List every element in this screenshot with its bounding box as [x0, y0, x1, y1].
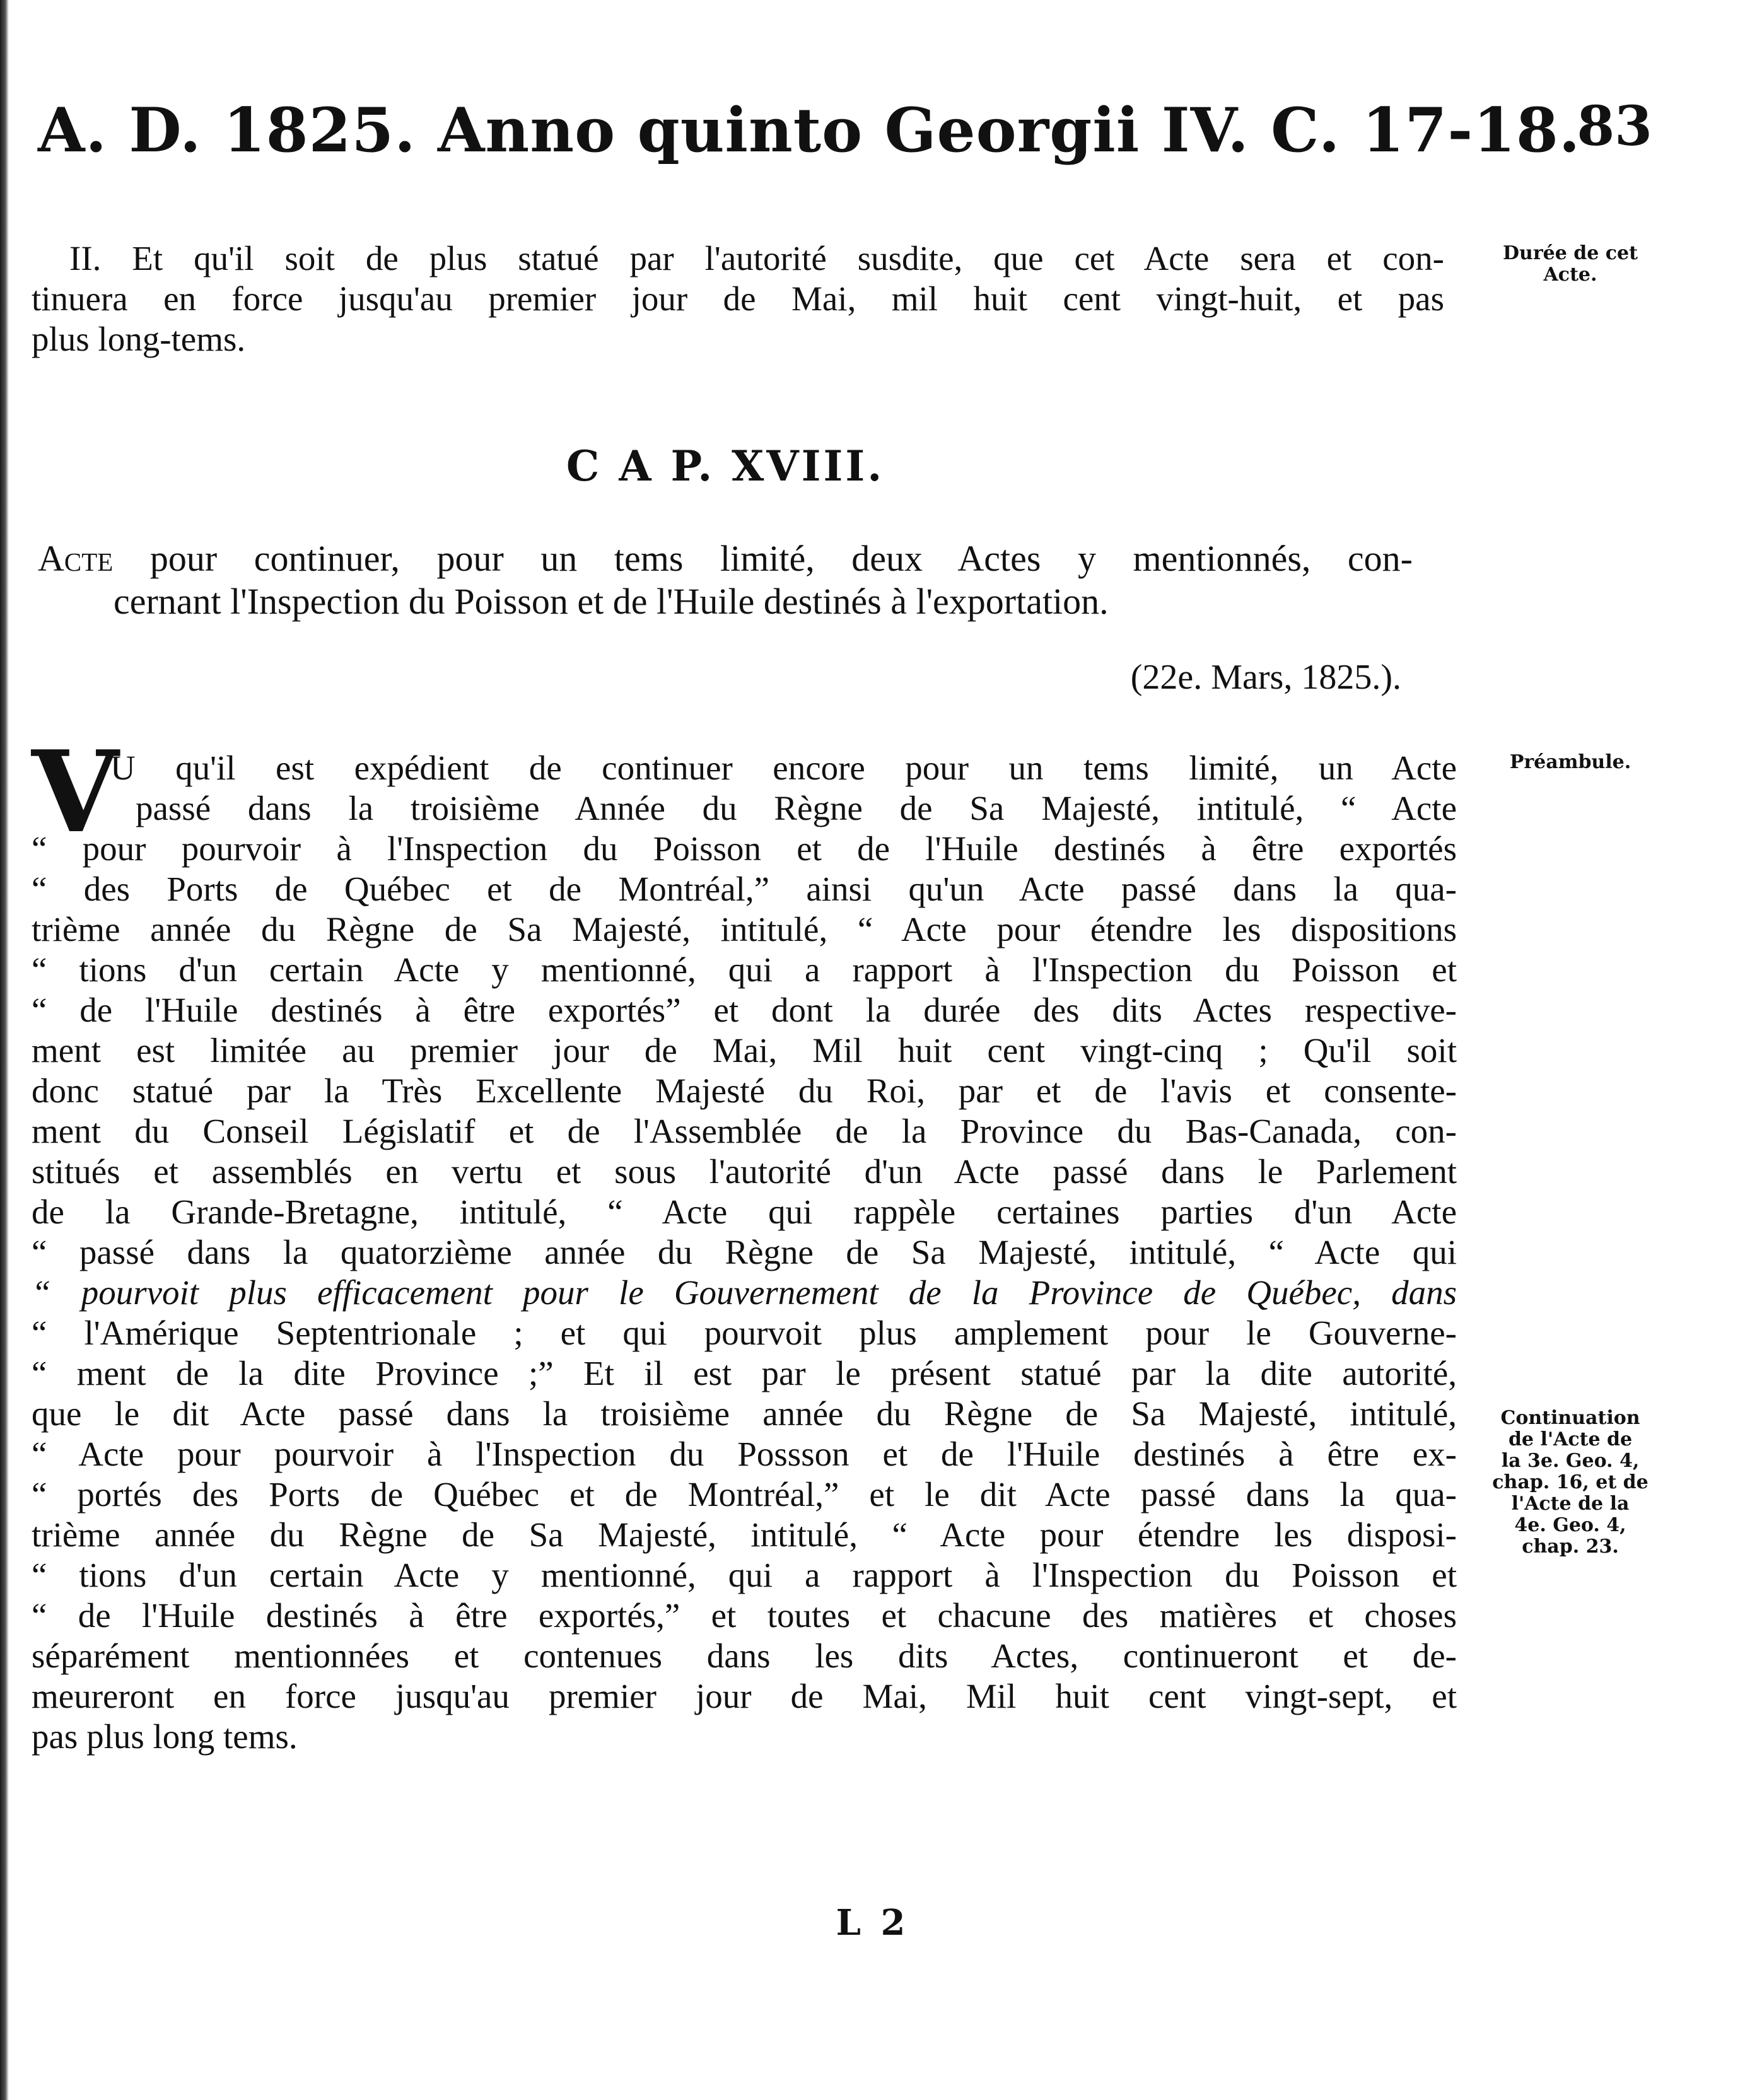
preamble-line: donc statué par la Très Excellente Majesté du Roi, par et de l'avis et consente- [32, 1071, 1457, 1110]
preamble-line: trième année du Règne de Sa Majesté, intitulé, “ Acte pour étendre les dispositions [32, 910, 1457, 948]
preamble-line: “ ment de la dite Province ;” Et il est par le présent statué par la dite autorité, [32, 1354, 1457, 1392]
continuation-note-line: chap. 23. [1522, 1536, 1619, 1558]
continuation-note-line: la 3e. Geo. 4, [1501, 1450, 1640, 1472]
continuation-note-line: de l'Acte de [1508, 1428, 1633, 1450]
header-title: A. D. 1825. Anno quinto Georgii IV. C. 17-18. [38, 95, 1581, 166]
preamble-line: de la Grande-Bretagne, intitulé, “ Acte qui rappèle certaines parties d'un Acte [32, 1193, 1457, 1231]
section-ii-line: tinuera en force jusqu'au premier jour de Mai, mil huit cent vingt-huit, et pas [32, 279, 1444, 318]
section-ii-line: II. Et qu'il soit de plus statué par l'autorité susdite, que cet Acte sera et con- [69, 239, 1444, 277]
signature-mark: L 2 [836, 1902, 909, 1944]
preamble-line: “ passé dans la quatorzième année du Règne de Sa Majesté, intitulé, “ Acte qui [32, 1233, 1457, 1271]
preamble-line: “ pour pourvoir à l'Inspection du Poisson et de l'Huile destinés à être exportés [32, 829, 1457, 868]
preamble-line: “ de l'Huile destinés à être exportés” et dont la durée des dits Actes respective- [32, 991, 1457, 1029]
margin-note-duree: Durée de cet Acte. [1503, 242, 1638, 286]
preamble-line: “ portés des Ports de Québec et de Montréal,” et le dit Acte passé dans la qua- [32, 1475, 1457, 1514]
act-title-word: Acte [38, 538, 114, 579]
section-ii-line: plus long-tems. [32, 320, 246, 358]
continuation-note-line: 4e. Geo. 4, [1514, 1514, 1626, 1536]
continuation-note-line: Continuation [1500, 1407, 1640, 1429]
act-title-line-2: cernant l'Inspection du Poisson et de l'Huile destinés à l'exportation. [114, 581, 1109, 622]
preamble-line: “ des Ports de Québec et de Montréal,” ainsi qu'un Acte passé dans la qua- [32, 870, 1457, 908]
preamble-line: que le dit Acte passé dans la troisième année du Règne de Sa Majesté, intitulé, [32, 1394, 1457, 1433]
preamble-line: “ tions d'un certain Acte y mentionné, qui a rapport à l'Inspection du Poisson et [32, 950, 1457, 989]
chapter-heading: C A P. XVIII. [566, 441, 885, 491]
margin-note-continuation [1476, 1408, 1665, 1558]
act-title [38, 537, 1413, 623]
preamble-line: trième année du Règne de Sa Majesté, intitulé, “ Acte pour étendre les disposi- [32, 1515, 1457, 1554]
preamble-line: ment du Conseil Législatif et de l'Assemblée de la Province du Bas-Canada, con- [32, 1112, 1457, 1150]
preamble-line: “ pourvoit plus efficacement pour le Gouvernement de la Province de Québec, dans [32, 1273, 1457, 1312]
preamble-line: meureront en force jusqu'au premier jour de Mai, Mil huit cent vingt-sept, et [32, 1677, 1457, 1715]
preamble-line: “ l'Amérique Septentrionale ; et qui pourvoit plus amplement pour le Gouverne- [32, 1314, 1457, 1352]
preamble-line: “ tions d'un certain Acte y mentionné, qui a rapport à l'Inspection du Poisson et [32, 1556, 1457, 1594]
page-number: 83 [1577, 95, 1652, 158]
continuation-note-line: l'Acte de la [1511, 1493, 1630, 1515]
drop-cap: V [32, 726, 119, 858]
preamble-line: pas plus long tems. [32, 1717, 298, 1756]
continuation-note-line: chap. 16, et de [1492, 1471, 1649, 1493]
margin-note-preambule: Préambule. [1509, 751, 1631, 773]
preamble-line: “ Acte pour pourvoir à l'Inspection du Possson et de l'Huile destinés à être ex- [32, 1435, 1457, 1473]
scan-edge-shadow [0, 0, 9, 2100]
preamble-paragraph [32, 748, 1457, 1757]
preamble-line: “ de l'Huile destinés à être exportés,” et toutes et chacune des matières et choses [32, 1596, 1457, 1635]
preamble-line: passé dans la troisième Année du Règne de Sa Majesté, intitulé, “ Acte [136, 789, 1457, 827]
preamble-line: U qu'il est expédient de continuer encore pour un tems limité, un Acte [110, 749, 1457, 787]
preamble-line: stitués et assemblés en vertu et sous l'autorité d'un Acte passé dans le Parlement [32, 1152, 1457, 1191]
running-header [38, 95, 1652, 183]
preamble-line: ment est limitée au premier jour de Mai, Mil huit cent vingt-cinq ; Qu'il soit [32, 1031, 1457, 1070]
act-title-line-1 [38, 537, 1413, 580]
preamble-line: séparément mentionnées et contenues dans les dits Actes, continueront et de- [32, 1636, 1457, 1675]
section-ii-paragraph [32, 238, 1444, 359]
act-title-line-1-rest: pour continuer, pour un tems limité, deux Actes y mentionnés, con- [113, 538, 1413, 579]
act-date: (22e. Mars, 1825.). [1130, 658, 1401, 697]
